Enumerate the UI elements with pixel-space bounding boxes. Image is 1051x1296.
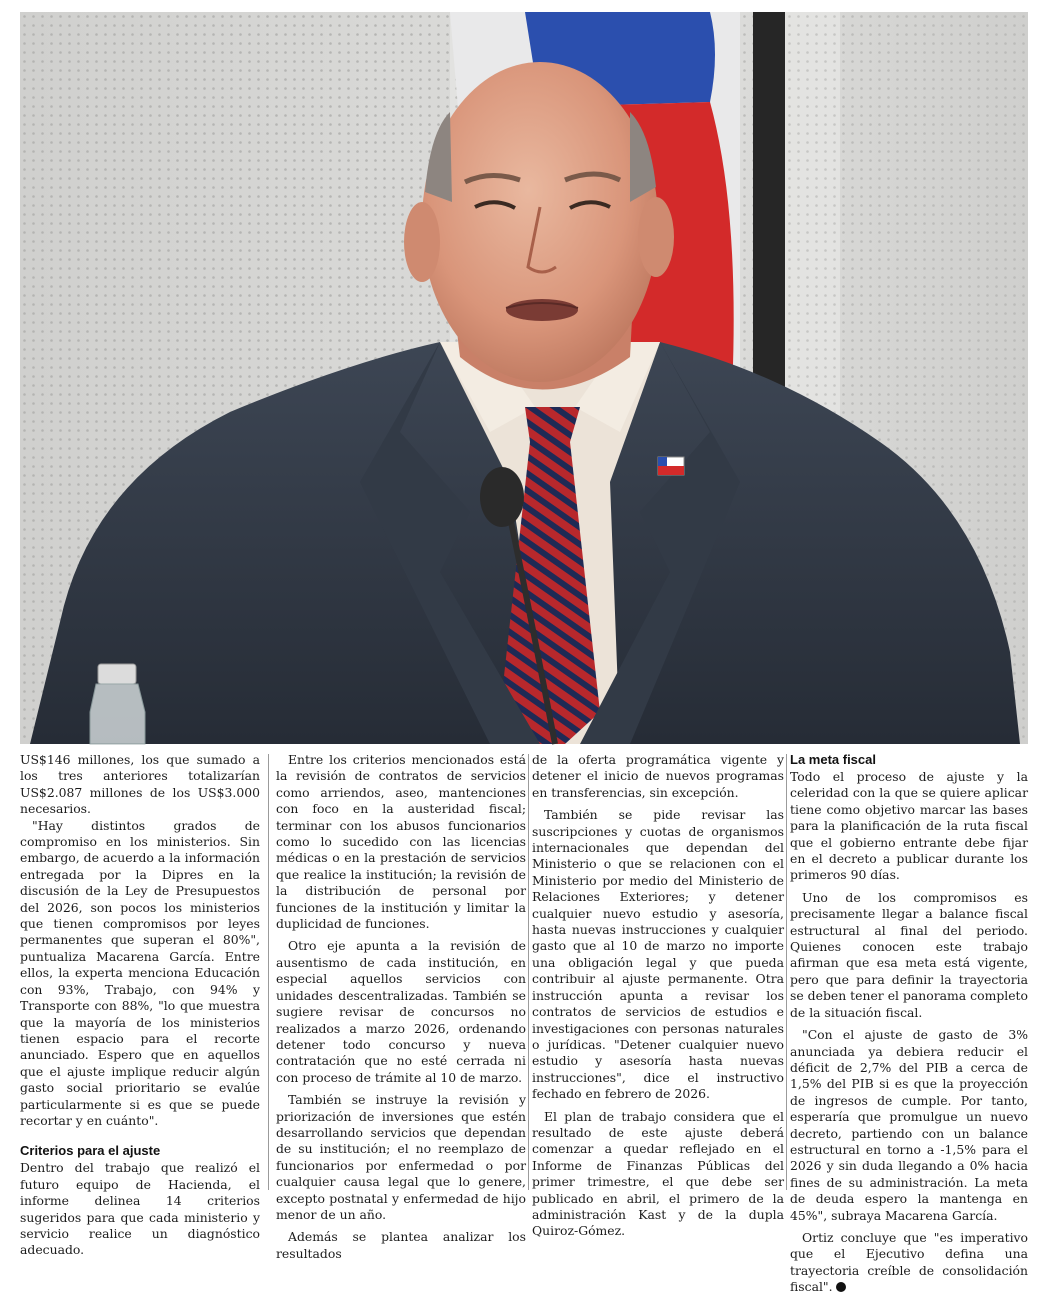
- paragraph: Todo el proceso de ajuste y la celeridad con la que se quiere aplicar tiene como objetivo marcar las bases para la planificación de la ruta fiscal que el gobierno entrante debe fijar en el decreto a publicar durante los primeros 90 días.: [790, 769, 1028, 883]
- paragraph: Además se plantea analizar los resultados: [276, 1229, 526, 1261]
- paragraph: de la oferta programática vigente y detener el inicio de nuevos programas en transferencias, sin excepción.: [532, 752, 784, 800]
- paragraph: Dentro del trabajo que realizó el futuro equipo de Hacienda, el informe delinea 14 criterios sugeridos para que cada ministerio y servicio realice un diagnóstico adecuado.: [20, 1160, 260, 1258]
- paragraph: "Con el ajuste de gasto de 3% anunciada ya debiera reducir el déficit de 2,7% del PIB a cerca de 1,5% del PIB si es que la proyección de ingresos de cumple. Por tanto, esperaría que promulgue un nuevo decreto, partiendo con un balance estructural en torno a -1,5% para el 2026 y sin duda llegando a 0% hacia fines de su administración. La meta de deuda espero la mantenga en 45%", subraya Macarena García.: [790, 1027, 1028, 1223]
- column-divider: [786, 754, 787, 1190]
- paragraph: "Hay distintos grados de compromiso en los ministerios. Sin embargo, de acuerdo a la información entregada por la Dipres en la discusión de la Ley de Presupuestos del 2026, son pocos los ministerios que tienen compromisos por leyes permanentes que superan el 80%", puntualiza Macarena García. Entre ellos, la experta menciona Educación con 93%, Trabajo, con 94% y Transporte con 88%, "lo que muestra que la mayoría de los ministerios tienen espacio para el recorte anunciado. Espero que en aquellos que el ajuste implique reducir algún gasto social prioritario se evalúe particularmente si es que se puede recortar y en cuánto".: [20, 817, 260, 1128]
- article-body: [20, 752, 1028, 1295]
- paragraph: US$146 millones, los que sumado a los tres anteriores totalizarían US$2.087 millones de los US$3.000 necesarios.: [20, 752, 260, 817]
- paragraph: Otro eje apunta a la revisión de ausentismo de cada institución, en especial aquellos servicios con unidades descentralizadas. También se sugiere revisar de concursos no realizados a marzo 2026, ordenando detener todo concurso y nueva contratación que no esté cerrada ni con proceso de trámite al 10 de marzo.: [276, 938, 526, 1085]
- paragraph-text: Ortiz concluye que "es imperativo que el Ejecutivo defina una trayectoria creíble de consolidación fiscal".: [790, 1229, 1028, 1295]
- paragraph-final: [790, 1230, 1028, 1296]
- section-heading: Criterios para el ajuste: [20, 1143, 161, 1159]
- article-column-2: [276, 752, 526, 1261]
- article-column-3: [532, 752, 784, 1239]
- paragraph: También se instruye la revisión y priorización de inversiones que estén desarrollando servicios que dependan de su institución; el no reemplazo de funcionarios por enfermedad o por cualquier causa legal que lo genere, excepto postnatal y enfermedad de hijo menor de un año.: [276, 1092, 526, 1222]
- speaker-photo-illustration: [20, 12, 1028, 744]
- column-divider: [528, 754, 529, 1190]
- section-heading: La meta fiscal: [790, 752, 876, 767]
- article-column-1: [20, 752, 260, 1258]
- article-photo: [20, 12, 1028, 744]
- paragraph: Uno de los compromisos es precisamente llegar a balance fiscal estructural al final del periodo. Quienes conocen este trabajo afirman que esa meta está vigente, pero que para definir la trayectoria se deben tener el panorama completo de la situación fiscal.: [790, 889, 1028, 1020]
- paragraph: Entre los criterios mencionados está la revisión de contratos de servicios como arriendos, aseo, mantenciones con foco en la austeridad fiscal; terminar con los abusos funcionarios como lo sucedido con las licencias médicas o en la prestación de servicios que realice la institución; la revisión de la distribución de personal por funciones de la institución y limitar la duplicidad de funciones.: [276, 752, 526, 932]
- paragraph: El plan de trabajo considera que el resultado de este ajuste deberá comenzar a quedar reflejado en el Informe de Finanzas Públicas del primer trimestre, el que debe ser publicado en abril, el primero de la administración Kast y de la dupla Quiroz-Gómez.: [532, 1108, 784, 1239]
- article-column-4: [790, 752, 1028, 1295]
- paragraph: También se pide revisar las suscripciones y cuotas de organismos internacionales que dependan del Ministerio o que se relacionen con el Ministerio por medio del Ministerio de Relaciones Exteriores; y detener cualquier nuevo estudio y asesoría, hasta nuevas instrucciones y cualquier gasto que al 10 de marzo no importe una obligación legal y que pueda contribuir al ajuste permanente. Otra instrucción apunta a revisar los contratos de servicios de estudios e investigaciones con personas naturales o jurídicas. "Detener cualquier nuevo estudio y asesoría hasta nuevas instrucciones", dice el instructivo fechado en febrero de 2026.: [532, 807, 784, 1102]
- end-of-article-icon: [836, 1282, 846, 1292]
- column-divider: [268, 754, 269, 1190]
